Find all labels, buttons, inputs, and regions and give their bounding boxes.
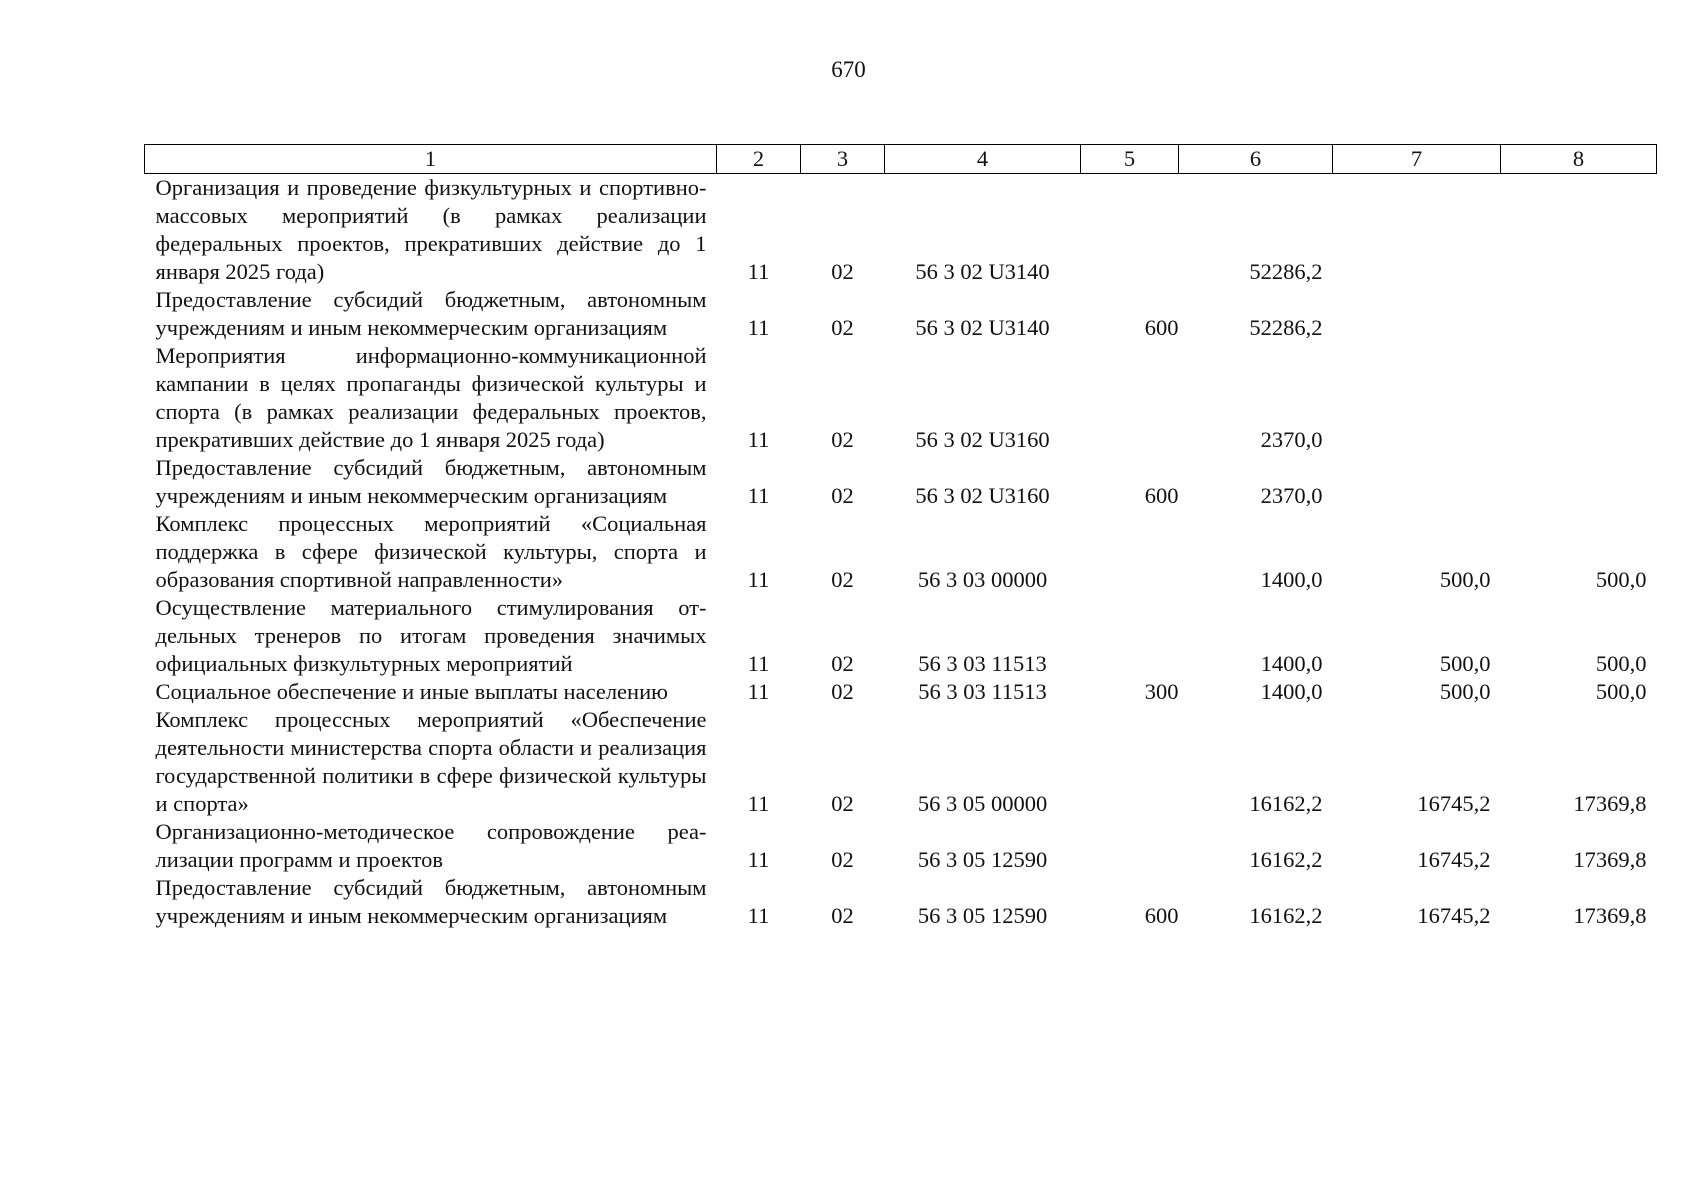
row-target-code: 56 3 05 12590 xyxy=(917,903,1048,928)
row-name: Предоставление субсидий бюджетным, автономным учреждениям и иным некоммерческим организациям xyxy=(155,875,707,928)
row-sum-2 xyxy=(1333,174,1501,287)
page-number: 670 xyxy=(831,57,866,82)
row-target-code: 56 3 02 U3140 xyxy=(915,315,1050,340)
row-sum-1: 2370,0 xyxy=(1260,483,1323,508)
table-body xyxy=(145,174,1657,931)
header-col-4: 4 xyxy=(885,145,1081,174)
row-subsection: 02 xyxy=(831,259,854,284)
row-target-code: 56 3 02 U3160 xyxy=(915,427,1050,452)
row-sum-1: 16162,2 xyxy=(1249,791,1323,816)
row-section: 11 xyxy=(747,651,770,676)
header-row xyxy=(145,145,1657,174)
header-col-3: 3 xyxy=(801,145,885,174)
row-section: 11 xyxy=(747,259,770,284)
row-subsection: 02 xyxy=(831,679,854,704)
row-subsection: 02 xyxy=(831,427,854,452)
row-subsection: 02 xyxy=(831,567,854,592)
table-row xyxy=(145,594,1657,678)
row-sum-3: 17369,8 xyxy=(1573,791,1647,816)
row-section: 11 xyxy=(747,791,770,816)
header-col-1: 1 xyxy=(145,145,717,174)
row-section: 11 xyxy=(747,847,770,872)
row-sum-1: 1400,0 xyxy=(1260,651,1323,676)
row-sum-1: 52286,2 xyxy=(1249,259,1323,284)
row-sum-1: 16162,2 xyxy=(1249,903,1323,928)
row-sum-1: 52286,2 xyxy=(1249,315,1323,340)
table-row xyxy=(145,818,1657,874)
row-sum-1: 1400,0 xyxy=(1260,679,1323,704)
row-sum-1: 1400,0 xyxy=(1260,567,1323,592)
row-sum-3 xyxy=(1501,286,1657,342)
header-col-8: 8 xyxy=(1501,145,1657,174)
row-target-code: 56 3 03 11513 xyxy=(918,651,1047,676)
row-target-code: 56 3 02 U3140 xyxy=(915,259,1050,284)
table-row xyxy=(145,342,1657,454)
row-sum-2: 500,0 xyxy=(1439,679,1491,704)
table-row xyxy=(145,174,1657,287)
row-sum-3: 17369,8 xyxy=(1573,847,1647,872)
row-name: Предоставление субсидий бюджетным, автономным учреждениям и иным некоммерческим организациям xyxy=(155,287,707,340)
row-expense-type: 600 xyxy=(1144,315,1179,340)
row-name: Организационно-методическое сопровождение реализации программ и проектов xyxy=(155,819,707,872)
row-subsection: 02 xyxy=(831,315,854,340)
table-row xyxy=(145,454,1657,510)
row-subsection: 02 xyxy=(831,483,854,508)
row-sum-2: 500,0 xyxy=(1439,567,1491,592)
row-sum-2: 16745,2 xyxy=(1417,847,1491,872)
table-header xyxy=(145,145,1657,174)
row-subsection: 02 xyxy=(831,903,854,928)
row-expense-type xyxy=(1081,594,1179,678)
row-sum-3: 500,0 xyxy=(1595,679,1647,704)
row-name: Комплекс процессных мероприятий «Социальная поддержка в сфере физической культуры, спорта и образования спортивной направленности» xyxy=(155,511,707,592)
row-expense-type: 600 xyxy=(1144,903,1179,928)
table-row xyxy=(145,874,1657,930)
row-target-code: 56 3 03 11513 xyxy=(918,679,1047,704)
row-expense-type: 300 xyxy=(1144,679,1179,704)
row-sum-2: 500,0 xyxy=(1439,651,1491,676)
budget-table xyxy=(144,144,1657,930)
row-sum-2 xyxy=(1333,342,1501,454)
row-subsection: 02 xyxy=(831,847,854,872)
row-sum-1: 16162,2 xyxy=(1249,847,1323,872)
row-target-code: 56 3 03 00000 xyxy=(917,567,1048,592)
row-name: Осуществление материального стимулирования отдельных тренеров по итогам проведения значимых официальных физкультурных мероприятий xyxy=(155,595,707,676)
row-section: 11 xyxy=(747,483,770,508)
row-sum-3 xyxy=(1501,342,1657,454)
row-name: Социальное обеспечение и иные выплаты населению xyxy=(155,679,668,704)
row-name: Комплекс процессных мероприятий «Обеспечение деятельности министерства спорта области и реализация государственной политики в сфере физической культуры и спорта» xyxy=(155,707,707,816)
row-name: Мероприятия информационно-коммуникационной кампании в целях пропаганды физической культуры и спорта (в рамках реализации федеральных проектов, прекративших действие до 1 января 2025 года) xyxy=(155,343,707,452)
table-row xyxy=(145,706,1657,818)
row-expense-type: 600 xyxy=(1144,483,1179,508)
row-sum-3: 17369,8 xyxy=(1573,903,1647,928)
row-section: 11 xyxy=(747,567,770,592)
row-expense-type xyxy=(1081,342,1179,454)
row-sum-3 xyxy=(1501,454,1657,510)
row-section: 11 xyxy=(747,679,770,704)
row-target-code: 56 3 05 12590 xyxy=(917,847,1048,872)
row-name: Организация и проведение физкультурных и спортивно-массовых мероприятий (в рамках реализации федеральных проектов, прекративших действие до 1 января 2025 года) xyxy=(155,175,707,284)
row-sum-3: 500,0 xyxy=(1595,567,1647,592)
row-target-code: 56 3 05 00000 xyxy=(917,791,1048,816)
row-expense-type xyxy=(1081,174,1179,287)
row-subsection: 02 xyxy=(831,651,854,676)
row-expense-type xyxy=(1081,818,1179,874)
row-section: 11 xyxy=(747,315,770,340)
row-sum-2: 16745,2 xyxy=(1417,791,1491,816)
row-sum-2: 16745,2 xyxy=(1417,903,1491,928)
header-col-2: 2 xyxy=(717,145,801,174)
row-sum-3: 500,0 xyxy=(1595,651,1647,676)
row-target-code: 56 3 02 U3160 xyxy=(915,483,1050,508)
table-row xyxy=(145,678,1657,706)
row-sum-2 xyxy=(1333,454,1501,510)
row-expense-type xyxy=(1081,510,1179,594)
header-col-6: 6 xyxy=(1179,145,1333,174)
row-section: 11 xyxy=(747,903,770,928)
table-row xyxy=(145,510,1657,594)
row-expense-type xyxy=(1081,706,1179,818)
header-col-7: 7 xyxy=(1333,145,1501,174)
row-sum-1: 2370,0 xyxy=(1260,427,1323,452)
row-sum-2 xyxy=(1333,286,1501,342)
row-sum-3 xyxy=(1501,174,1657,287)
table-row xyxy=(145,286,1657,342)
row-subsection: 02 xyxy=(831,791,854,816)
row-name: Предоставление субсидий бюджетным, автономным учреждениям и иным некоммерческим организациям xyxy=(155,455,707,508)
row-section: 11 xyxy=(747,427,770,452)
header-col-5: 5 xyxy=(1081,145,1179,174)
